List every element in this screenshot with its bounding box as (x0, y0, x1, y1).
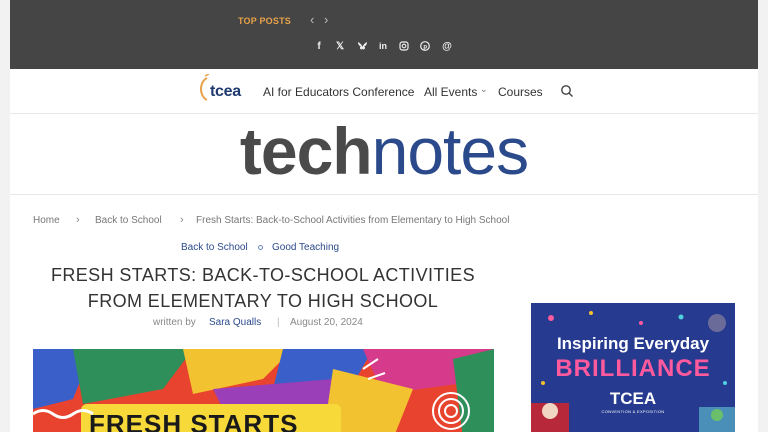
byline-prefix: written by (153, 317, 196, 328)
pinterest-icon[interactable] (418, 39, 432, 53)
hero-image[interactable] (33, 349, 494, 432)
instagram-icon[interactable] (397, 39, 411, 53)
byline-separator: | (277, 317, 280, 328)
top-posts-label: TOP POSTS (238, 16, 291, 26)
site-title-notes: notes (371, 114, 529, 188)
breadcrumb-home[interactable]: Home (33, 215, 60, 226)
breadcrumb-current: Fresh Starts: Back-to-School Activities from Elementary to High School (196, 215, 510, 226)
hero-image-text: FRESH STARTS (89, 409, 299, 432)
site-title-tech: tech (239, 114, 372, 188)
chevron-down-icon[interactable]: ⌄ (480, 84, 488, 94)
sidebar-ad[interactable] (531, 303, 735, 432)
category-back-to-school[interactable]: Back to School (181, 242, 248, 253)
ad-headline: Inspiring Everyday (556, 334, 710, 353)
top-bar (10, 0, 758, 69)
chevron-left-icon[interactable]: ‹ (310, 12, 315, 27)
article-title-line2: FROM ELEMENTARY TO HIGH SCHOOL (87, 291, 439, 311)
category-separator (258, 245, 263, 250)
svg-text:p: p (423, 44, 428, 51)
x-twitter-icon[interactable]: 𝕏 (335, 40, 345, 52)
category-good-teaching[interactable]: Good Teaching (272, 242, 340, 253)
search-icon[interactable] (560, 84, 574, 98)
nav-courses[interactable]: Courses (498, 85, 543, 99)
ad-highlight: BRILLIANCE (555, 355, 711, 382)
article-title (33, 262, 493, 314)
breadcrumb-separator: › (180, 214, 184, 226)
publish-date: August 20, 2024 (290, 317, 363, 328)
logo-text: tcea (210, 83, 241, 100)
facebook-icon[interactable]: f (317, 40, 321, 52)
article-title-line1: FRESH STARTS: BACK-TO-SCHOOL ACTIVITIES (50, 265, 475, 285)
page (10, 0, 758, 432)
ad-subtitle: CONVENTION & EXPOSITION (601, 409, 665, 414)
chevron-right-icon[interactable]: › (324, 12, 329, 27)
breadcrumb-separator: › (76, 214, 80, 226)
bluesky-icon[interactable] (355, 39, 369, 53)
site-title[interactable] (10, 114, 758, 188)
ad-brand: TCEA (609, 389, 657, 408)
nav-all-events[interactable]: All Events (424, 85, 478, 99)
breadcrumb-back-to-school[interactable]: Back to School (95, 215, 162, 226)
nav-ai-conference[interactable]: AI for Educators Conference (263, 85, 415, 99)
author-link[interactable]: Sara Qualls (209, 317, 262, 328)
linkedin-icon[interactable]: in (379, 41, 387, 51)
threads-icon[interactable]: @ (442, 40, 452, 52)
